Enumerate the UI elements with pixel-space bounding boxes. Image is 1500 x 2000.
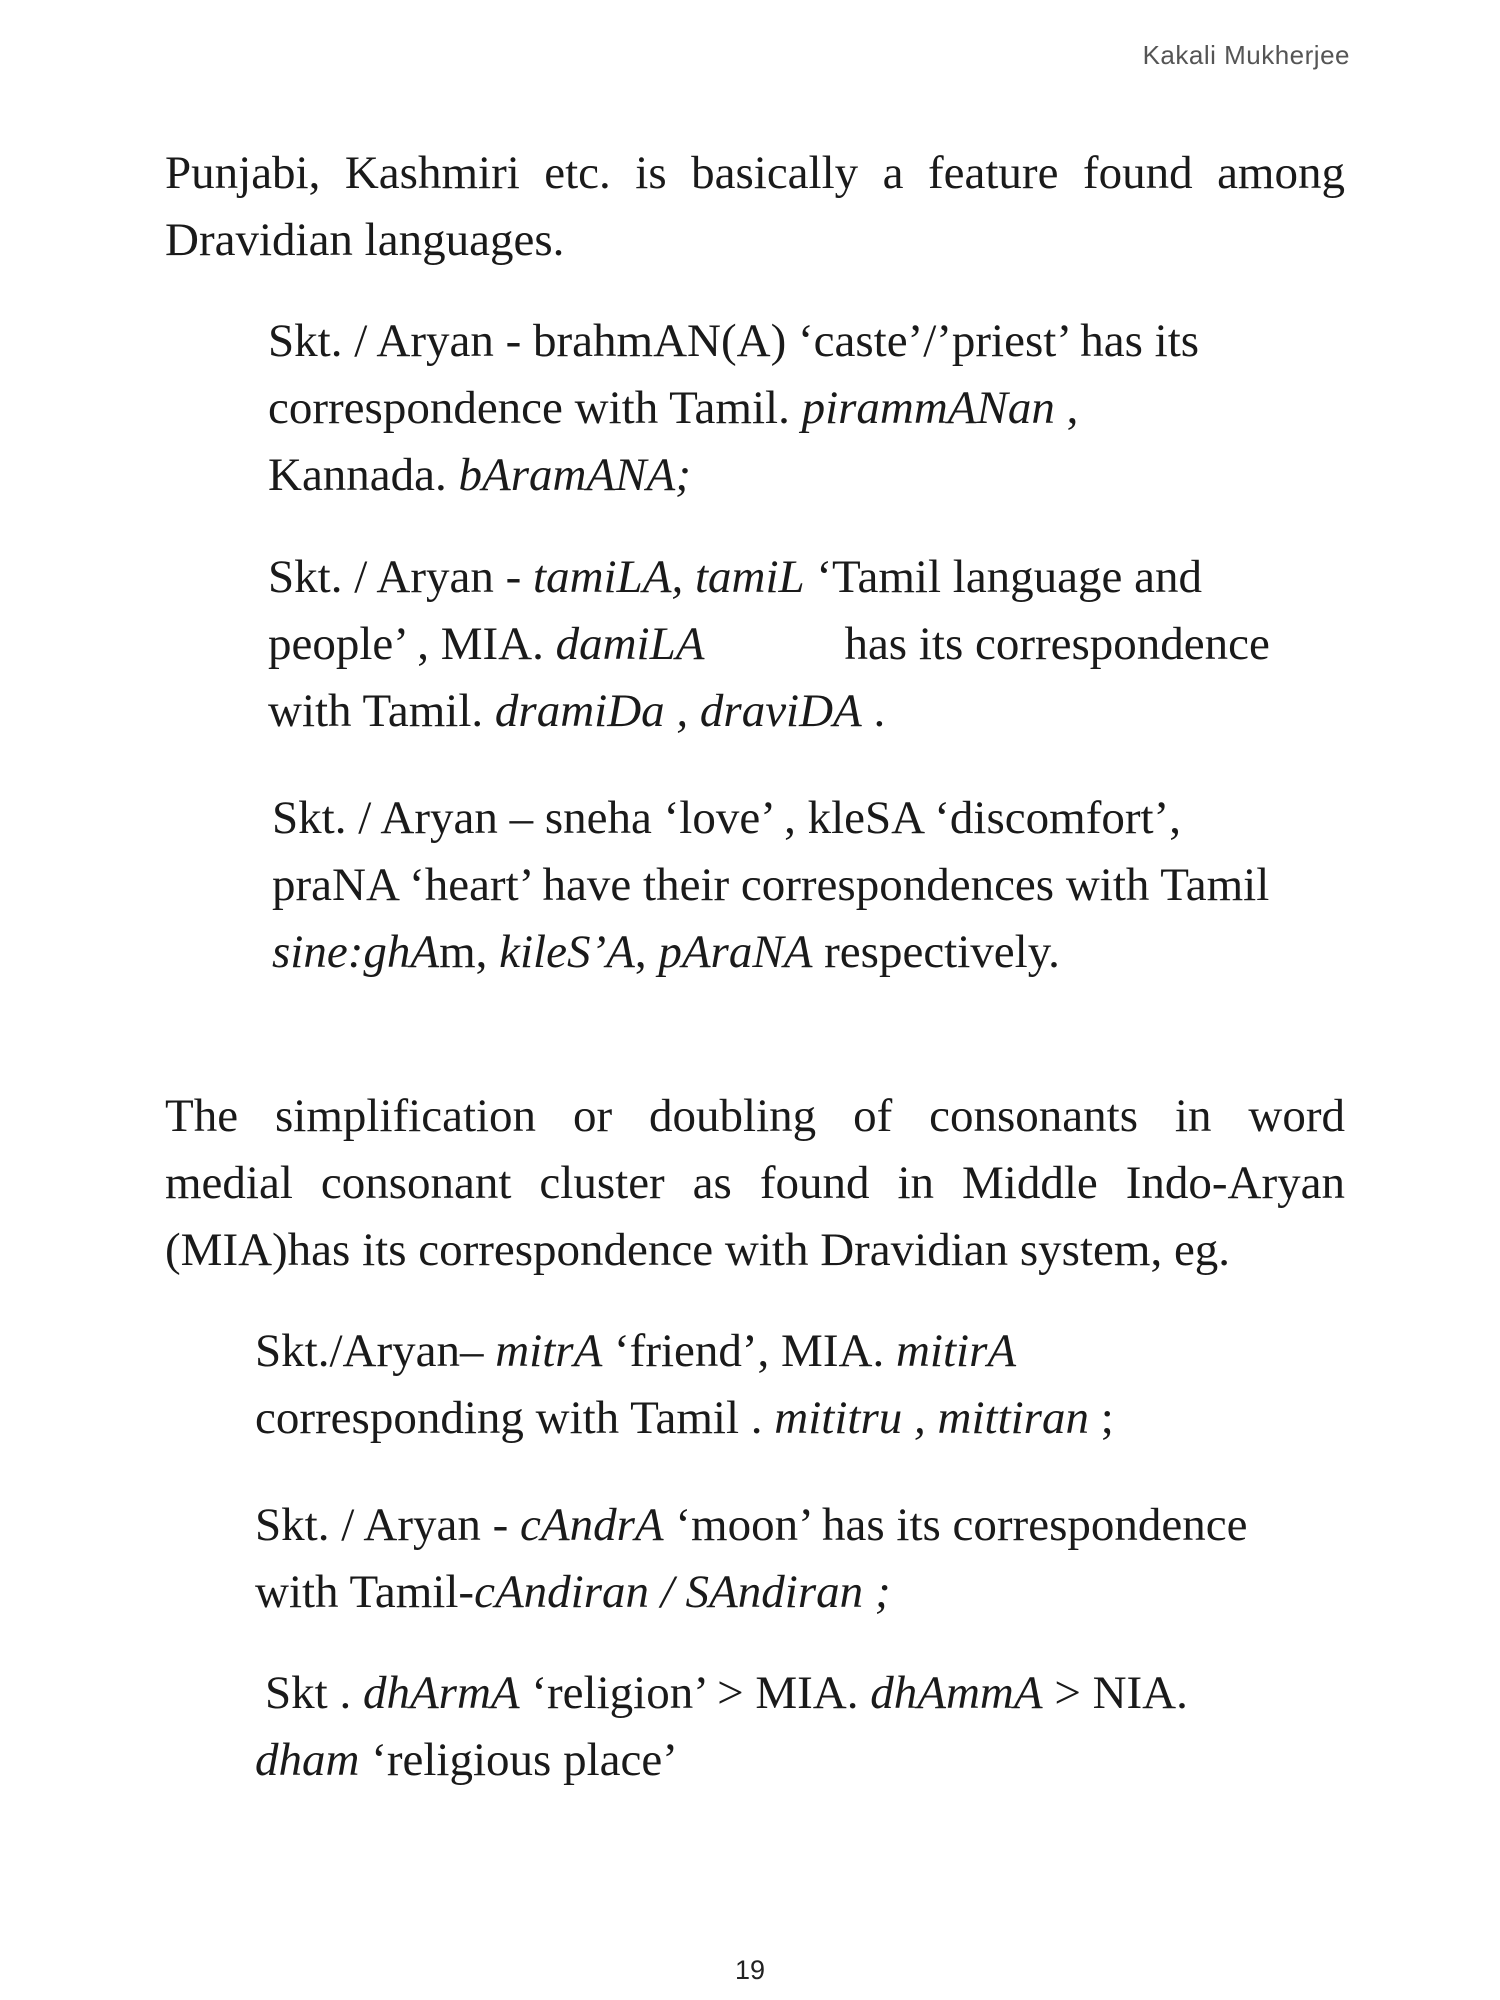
text-line: Skt./Aryan– mitrA ‘friend’, MIA. mitirA [255, 1325, 1017, 1377]
paragraph-simplification [165, 1083, 1345, 1284]
text-line: medial consonant cluster as found in Middle Indo-Aryan [165, 1157, 1345, 1209]
text-line: correspondence with Tamil. pirammANan , [268, 382, 1079, 434]
text-line: Punjabi, Kashmiri etc. is basically a feature found among [165, 147, 1345, 199]
example-mitra [255, 1318, 1114, 1452]
text-line: with Tamil. dramiDa , draviDA . [268, 685, 886, 737]
running-header-author: Kakali Mukherjee [1142, 40, 1350, 70]
paragraph-intro [165, 140, 1345, 274]
text-line: praNA ‘heart’ have their correspondences with Tamil [272, 859, 1270, 911]
page-number: 19 [734, 1955, 766, 1985]
example-brahmana [268, 308, 1199, 509]
example-sneha [272, 785, 1269, 986]
text-line: (MIA)has its correspondence with Dravidian system, eg. [165, 1224, 1231, 1276]
text-line: Skt . dhArmA ‘religion’ > MIA. dhAmmA > NIA. [265, 1667, 1188, 1719]
text-line: Dravidian languages. [165, 214, 565, 266]
text-line: corresponding with Tamil . mititru , mittiran ; [255, 1392, 1114, 1444]
example-dharma [255, 1660, 1188, 1794]
example-candra [255, 1492, 1247, 1626]
text-line: Skt. / Aryan - cAndrA ‘moon’ has its correspondence [255, 1499, 1248, 1551]
text-line: with Tamil-cAndiran / SAndiran ; [255, 1566, 891, 1618]
text-line: Skt. / Aryan - tamiLA, tamiL ‘Tamil language and [268, 551, 1203, 603]
text-line: sine:ghAm, kileS’A, pAraNA respectively. [272, 926, 1060, 978]
example-tamila [268, 544, 1270, 745]
text-line: Kannada. bAramANA; [268, 449, 691, 501]
text-line: dham ‘religious place’ [255, 1734, 678, 1786]
text-line: Skt. / Aryan - brahmAN(A) ‘caste’/’priest’ has its [268, 315, 1200, 367]
text-line: people’ , MIA. damiLA has its correspondence [268, 618, 1270, 670]
text-line: Skt. / Aryan – sneha ‘love’ , kleSA ‘discomfort’, [272, 792, 1181, 844]
text-line: The simplification or doubling of consonants in word [165, 1090, 1345, 1142]
